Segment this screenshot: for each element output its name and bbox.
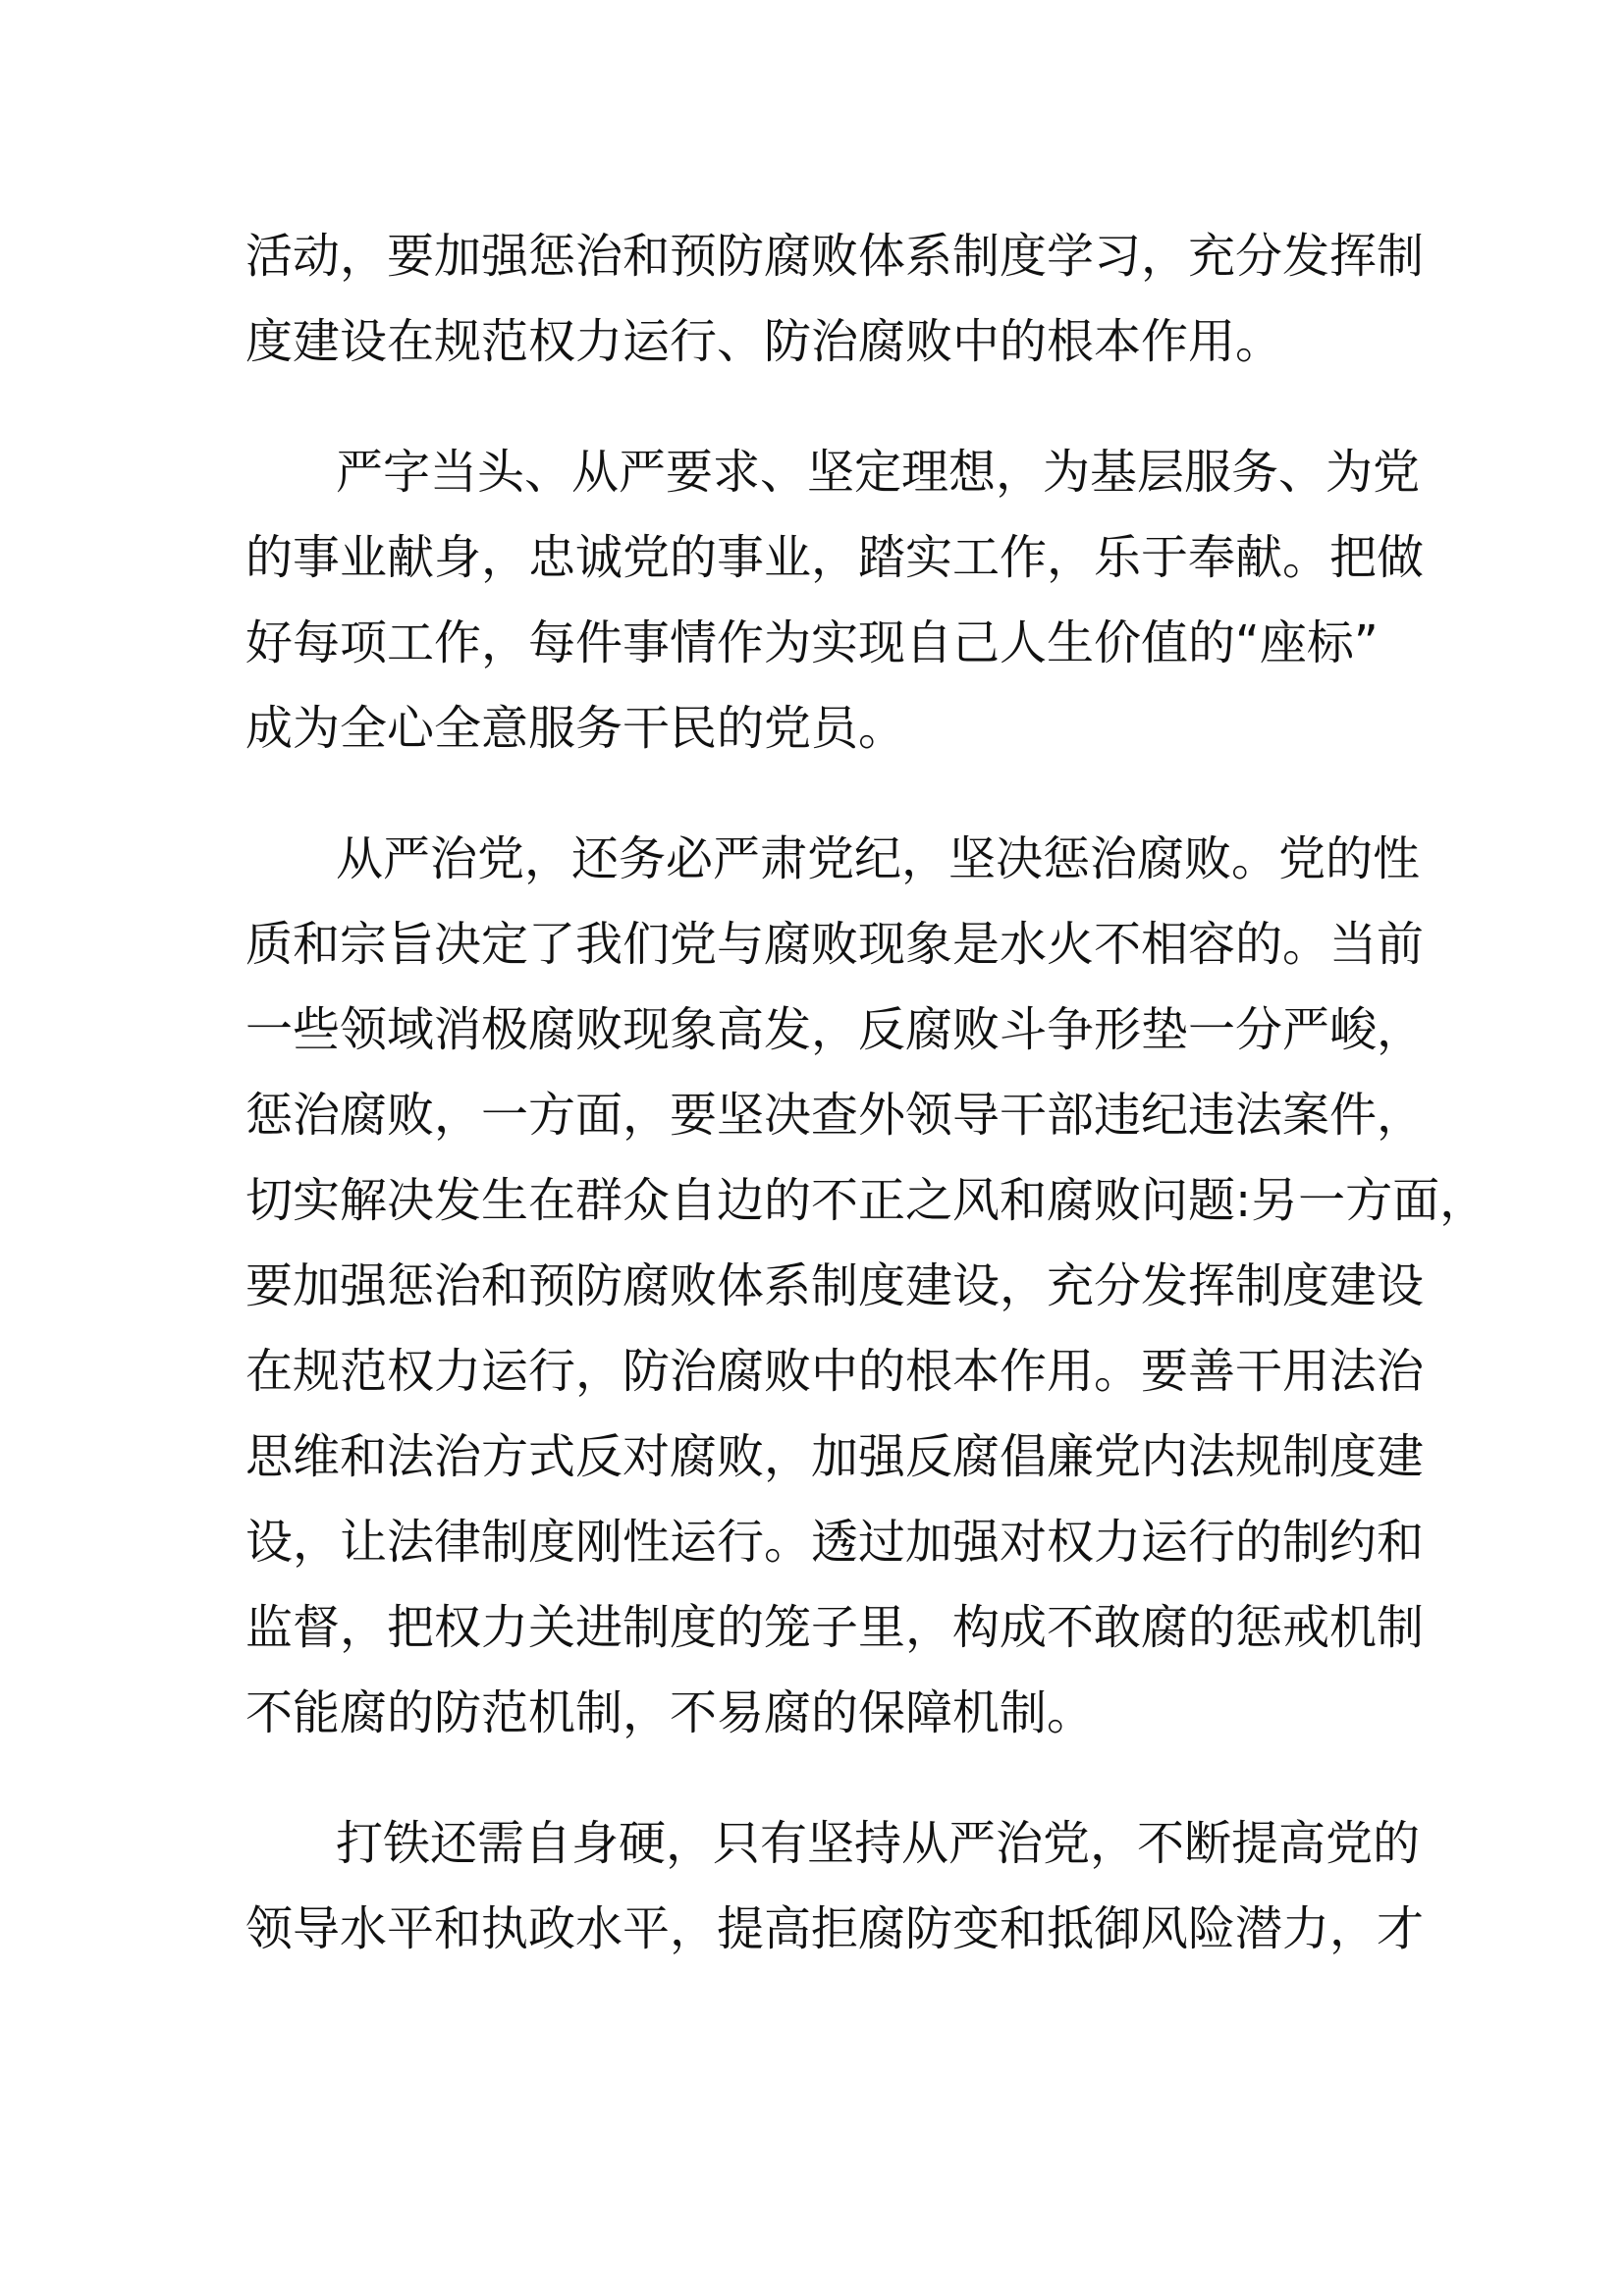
document-body — [245, 214, 1488, 1972]
paragraph-line: 活动，要加强惩治和预防腐败体系制度学习，充分发挥制 — [245, 229, 1425, 284]
paragraph-line: 好每项工作，每件事情作为实现自己人生价值的“座标” — [245, 615, 1379, 670]
paragraph-line: 不能腐的防范机制，不易腐的保障机制。 — [245, 1685, 1095, 1740]
paragraph-line: 度建设在规范权力运行、防治腐败中的根本作用。 — [245, 314, 1283, 369]
paragraph-line: 一些领域消极腐败现象高发，反腐败斗争形垫一分严峻， — [245, 1002, 1425, 1057]
paragraph-line: 打铁还需自身硬，只有坚持从严治党，不断提高党的 — [336, 1816, 1421, 1871]
paragraph-line: 质和宗旨决定了我们党与腐败现象是水火不相容的。当前 — [245, 917, 1425, 972]
paragraph-line: 的事业献身，忠诚党的事业，踏实工作，乐于奉献。把做 — [245, 530, 1425, 585]
paragraph-line: 在规范权力运行，防治腐败中的根本作用。要善干用法治 — [245, 1344, 1425, 1399]
paragraph-3 — [245, 817, 1488, 1756]
paragraph-line: 监督，把权力关进制度的笼子里，构成不敢腐的惩戒机制 — [245, 1600, 1425, 1655]
paragraph-line: 设，让法律制度刚性运行。透过加强对权力运行的制约和 — [245, 1515, 1425, 1570]
paragraph-2 — [245, 430, 1425, 772]
paragraph-4 — [245, 1801, 1425, 1972]
paragraph-line: 严字当头、从严要求、坚定理想，为基层服务、为党 — [336, 445, 1421, 500]
paragraph-line: 从严治党，还务必严肃党纪，坚决惩治腐败。党的性 — [336, 831, 1421, 886]
paragraph-line: 要加强惩治和预防腐败体系制度建设，充分发挥制度建设 — [245, 1258, 1425, 1313]
paragraph-line: 思维和法治方式反对腐败，加强反腐倡廉党内法规制度建 — [245, 1429, 1425, 1484]
paragraph-line: 领导水平和执政水平，提高拒腐防变和抵御风险潜力，才 — [245, 1901, 1425, 1956]
paragraph-line: 切实解决发生在群众自边的不正之风和腐败问题:另一方面， — [245, 1173, 1488, 1228]
paragraph-1 — [245, 214, 1425, 385]
paragraph-line: 惩治腐败，一方面，要坚决查外领导干部违纪违法案件， — [245, 1088, 1425, 1143]
paragraph-line: 成为全心全意服务干民的党员。 — [245, 701, 906, 756]
